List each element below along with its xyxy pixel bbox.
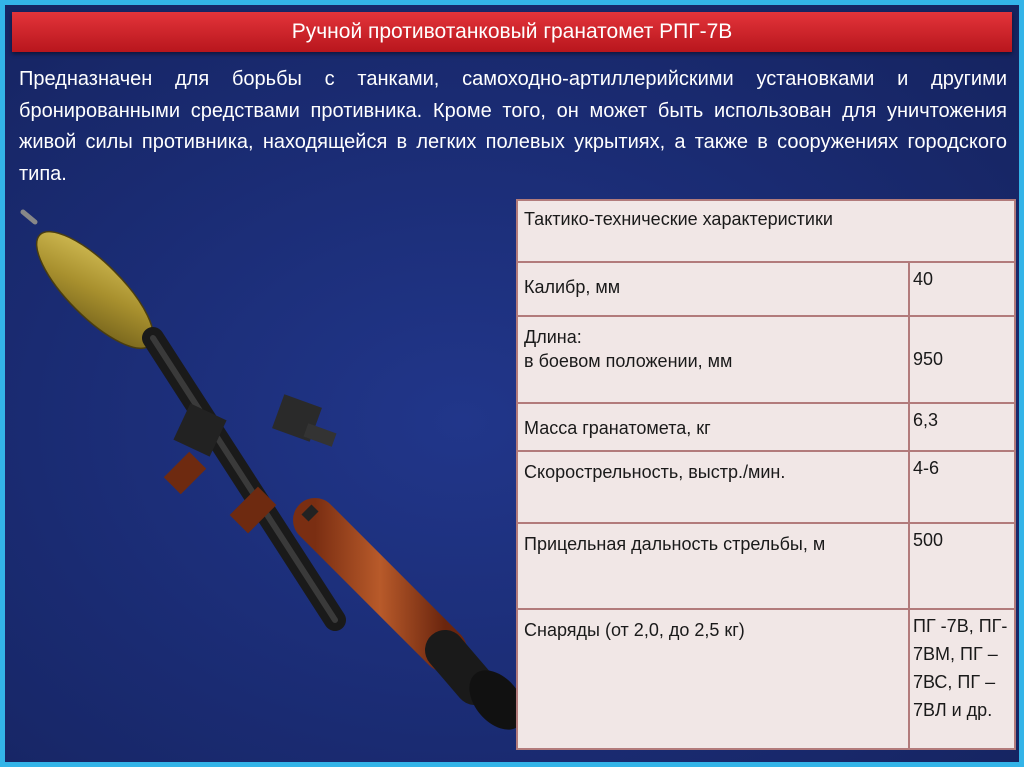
spec-value-line: 7ВЛ и др. bbox=[913, 700, 993, 720]
spec-value-line: 7ВС, ПГ – bbox=[913, 672, 996, 692]
intro-text: Предназначен для борьбы с танками, самоходно-артиллерийскими установками и другими бронированными средствами противника. Кроме того, он может быть использован для уничтожения живой силы противника, находящейся в легких полевых укрытиях, а также в сооружениях городского типа. bbox=[19, 68, 1007, 185]
spec-label-line: в боевом положении, мм bbox=[524, 351, 733, 371]
spec-value: 950 bbox=[909, 316, 1015, 403]
table-row bbox=[517, 316, 1015, 403]
table-row bbox=[517, 523, 1015, 609]
spec-value: 500 bbox=[909, 523, 1015, 609]
spec-value-line: ПГ -7В, ПГ- bbox=[913, 616, 1008, 636]
table-row bbox=[517, 262, 1015, 316]
slide-title: Ручной противотанковый гранатомет РПГ-7В bbox=[291, 20, 733, 43]
specs-header: Тактико-технические характеристики bbox=[517, 200, 1015, 262]
spec-label: Скорострельность, выстр./мин. bbox=[517, 451, 909, 523]
spec-value: 6,3 bbox=[909, 403, 1015, 451]
spec-value-line: 7ВМ, ПГ – bbox=[913, 644, 998, 664]
specs-table bbox=[516, 199, 1016, 750]
spec-label bbox=[517, 316, 909, 403]
spec-value: 40 bbox=[909, 262, 1015, 316]
table-row bbox=[517, 451, 1015, 523]
table-row bbox=[517, 403, 1015, 451]
rpg-7v-image bbox=[5, 200, 525, 740]
spec-label: Масса гранатомета, кг bbox=[517, 403, 909, 451]
spec-label: Снаряды (от 2,0, до 2,5 кг) bbox=[517, 609, 909, 749]
spec-value bbox=[909, 609, 1015, 749]
spec-value: 4-6 bbox=[909, 451, 1015, 523]
spec-label: Калибр, мм bbox=[517, 262, 909, 316]
spec-label: Прицельная дальность стрельбы, м bbox=[517, 523, 909, 609]
spec-label-line: Длина: bbox=[524, 327, 582, 347]
title-bar bbox=[12, 12, 1012, 52]
table-row bbox=[517, 609, 1015, 749]
